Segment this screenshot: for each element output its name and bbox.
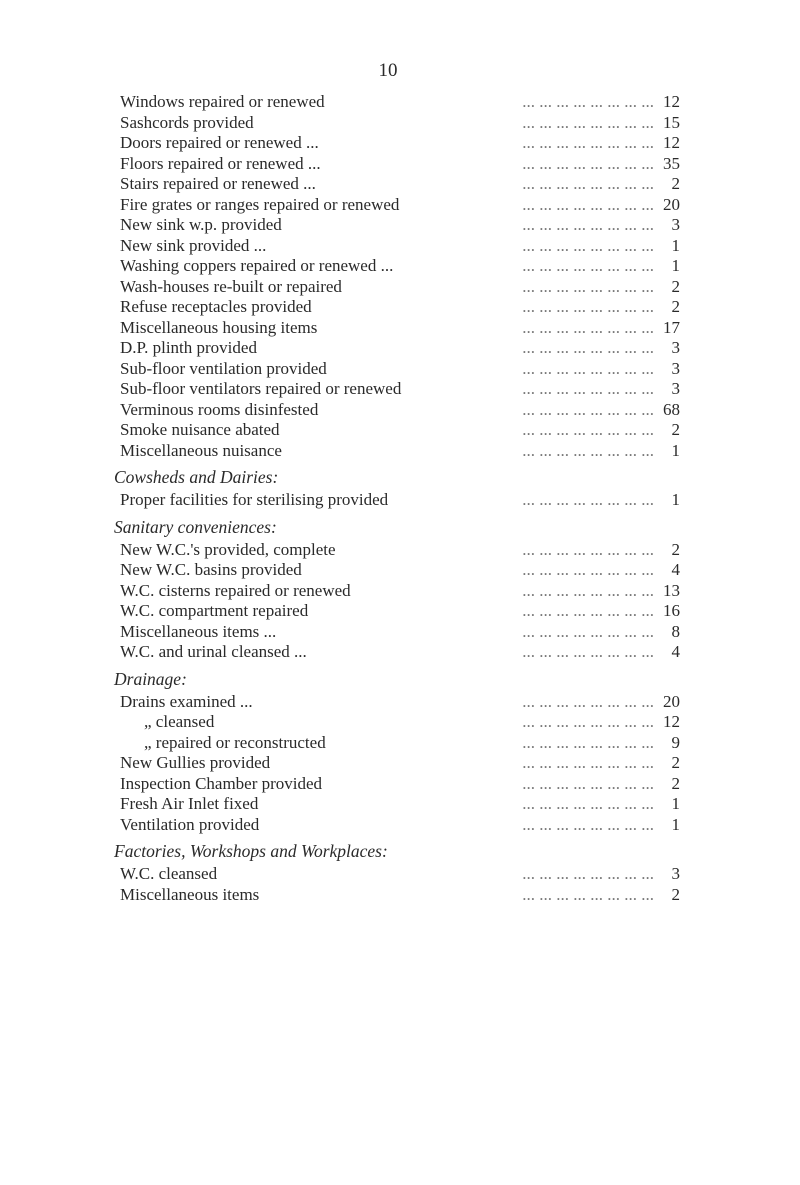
item-label: Doors repaired or renewed ...	[120, 133, 323, 154]
dot-leaders: ... ... ... ... ... ... ... ...	[522, 276, 654, 296]
list-item	[120, 885, 680, 906]
item-count: 1	[671, 794, 680, 813]
list-item	[120, 774, 680, 795]
list-item	[120, 215, 680, 236]
dot-leaders: ... ... ... ... ... ... ... ...	[522, 194, 654, 214]
item-label: New Gullies provided	[120, 753, 274, 774]
item-count: 2	[671, 753, 680, 772]
list-item	[120, 277, 680, 298]
item-count: 1	[671, 235, 680, 255]
dot-leaders: ... ... ... ... ... ... ... ...	[522, 133, 654, 152]
list-item	[120, 113, 680, 134]
item-count: 2	[671, 420, 680, 439]
list-item	[120, 601, 680, 622]
item-label: New W.C.'s provided, complete	[120, 540, 340, 561]
item-count: 3	[671, 338, 680, 357]
list-item	[120, 622, 680, 643]
item-label: Refuse receptacles provided	[120, 297, 316, 318]
dot-leaders: ... ... ... ... ... ... ... ...	[522, 358, 654, 378]
dot-leaders: ... ... ... ... ... ... ... ...	[522, 712, 654, 731]
item-label: Fresh Air Inlet fixed	[120, 794, 262, 815]
list-item	[120, 297, 680, 318]
list-item	[120, 753, 680, 774]
item-label: New sink provided ...	[120, 236, 270, 257]
list-item	[120, 154, 680, 175]
item-count: 3	[671, 215, 680, 234]
list-item	[120, 379, 680, 400]
item-label: New W.C. basins provided	[120, 560, 306, 581]
item-label: Stairs repaired or renewed ...	[120, 174, 320, 195]
list-item	[120, 441, 680, 462]
item-count: 20	[663, 194, 680, 214]
item-label: Wash-houses re-built or repaired	[120, 277, 346, 298]
item-count: 2	[671, 276, 680, 296]
dot-leaders: ... ... ... ... ... ... ... ...	[522, 539, 654, 559]
section-heading: Factories, Workshops and Workplaces:	[114, 841, 388, 861]
item-count: 1	[671, 256, 680, 275]
item-count: 12	[663, 712, 680, 731]
item-label: Fire grates or ranges repaired or renewed	[120, 195, 403, 216]
item-count: 16	[663, 601, 680, 620]
dot-leaders: ... ... ... ... ... ... ... ...	[522, 317, 654, 337]
item-count: 8	[671, 621, 680, 641]
item-count: 1	[671, 490, 680, 509]
dot-leaders: ... ... ... ... ... ... ... ...	[522, 691, 654, 711]
list-item	[120, 133, 680, 154]
item-count: 13	[663, 580, 680, 600]
item-label: Drains examined ...	[120, 692, 257, 713]
list-item	[120, 560, 680, 581]
item-count: 2	[671, 174, 680, 193]
item-label: Verminous rooms disinfested	[120, 400, 322, 421]
item-label: Proper facilities for sterilising provided	[120, 490, 392, 511]
item-label: Miscellaneous items ...	[120, 622, 280, 643]
section	[114, 667, 680, 836]
dot-leaders: ... ... ... ... ... ... ... ...	[522, 399, 654, 419]
item-count: 15	[663, 112, 680, 132]
list-item	[120, 581, 680, 602]
item-count: 1	[671, 440, 680, 460]
item-count: 12	[663, 133, 680, 152]
item-count: 2	[671, 539, 680, 559]
dot-leaders: ... ... ... ... ... ... ... ...	[522, 92, 654, 111]
item-count: 2	[671, 773, 680, 793]
item-count: 20	[663, 691, 680, 711]
item-label: W.C. cisterns repaired or renewed	[120, 581, 355, 602]
item-count: 4	[671, 560, 680, 579]
item-count: 3	[671, 358, 680, 378]
list-item	[120, 318, 680, 339]
item-label: W.C. compartment repaired	[120, 601, 312, 622]
section-heading: Cowsheds and Dairies:	[114, 467, 279, 487]
dot-leaders: ... ... ... ... ... ... ... ...	[522, 112, 654, 132]
item-label: Ventilation provided	[120, 815, 263, 836]
dot-leaders: ... ... ... ... ... ... ... ...	[522, 297, 654, 316]
list-item	[120, 174, 680, 195]
list-item	[120, 642, 680, 663]
list-item	[120, 490, 680, 511]
dot-leaders: ... ... ... ... ... ... ... ...	[522, 379, 654, 398]
dot-leaders: ... ... ... ... ... ... ... ...	[522, 440, 654, 460]
item-count: 2	[671, 884, 680, 904]
report-table	[114, 92, 680, 905]
item-label: Sashcords provided	[120, 113, 258, 134]
item-label: Miscellaneous items	[120, 885, 263, 906]
dot-leaders: ... ... ... ... ... ... ... ...	[522, 753, 654, 772]
section	[114, 515, 680, 663]
dot-leaders: ... ... ... ... ... ... ... ...	[522, 256, 654, 275]
item-count: 2	[671, 297, 680, 316]
section-heading: Sanitary conveniences:	[114, 516, 277, 537]
section-heading: Drainage:	[114, 668, 187, 689]
item-count: 17	[663, 317, 680, 337]
section	[114, 839, 680, 905]
dot-leaders: ... ... ... ... ... ... ... ...	[522, 235, 654, 255]
list-item	[120, 92, 680, 113]
item-label: Miscellaneous nuisance	[120, 441, 286, 462]
item-count: 4	[671, 642, 680, 661]
item-label: Miscellaneous housing items	[120, 318, 321, 339]
list-item	[120, 692, 680, 713]
item-label: D.P. plinth provided	[120, 338, 261, 359]
dot-leaders: ... ... ... ... ... ... ... ...	[522, 174, 654, 193]
list-item	[120, 540, 680, 561]
dot-leaders: ... ... ... ... ... ... ... ...	[522, 794, 654, 813]
list-item	[120, 195, 680, 216]
item-label: Windows repaired or renewed	[120, 92, 329, 113]
dot-leaders: ... ... ... ... ... ... ... ...	[522, 864, 654, 883]
item-count: 1	[671, 814, 680, 834]
dot-leaders: ... ... ... ... ... ... ... ...	[522, 884, 654, 904]
list-item	[120, 864, 680, 885]
dot-leaders: ... ... ... ... ... ... ... ...	[522, 338, 654, 357]
list-item	[120, 236, 680, 257]
dot-leaders: ... ... ... ... ... ... ... ...	[522, 153, 654, 173]
list-item	[120, 338, 680, 359]
dot-leaders: ... ... ... ... ... ... ... ...	[522, 814, 654, 834]
item-label: W.C. cleansed	[120, 864, 221, 885]
section	[114, 465, 680, 511]
list-item	[120, 815, 680, 836]
dot-leaders: ... ... ... ... ... ... ... ...	[522, 490, 654, 509]
item-count: 3	[671, 379, 680, 398]
dot-leaders: ... ... ... ... ... ... ... ...	[522, 601, 654, 620]
item-count: 35	[663, 153, 680, 173]
item-label: Washing coppers repaired or renewed ...	[120, 256, 397, 277]
dot-leaders: ... ... ... ... ... ... ... ...	[522, 215, 654, 234]
item-count: 12	[663, 92, 680, 111]
item-label: Inspection Chamber provided	[120, 774, 326, 795]
page-number: 10	[378, 60, 398, 81]
item-label: Floors repaired or renewed ...	[120, 154, 325, 175]
list-item	[120, 359, 680, 380]
item-label: „ cleansed	[144, 712, 218, 733]
item-label: „ repaired or reconstructed	[144, 733, 330, 754]
dot-leaders: ... ... ... ... ... ... ... ...	[522, 580, 654, 600]
dot-leaders: ... ... ... ... ... ... ... ...	[522, 773, 654, 793]
dot-leaders: ... ... ... ... ... ... ... ...	[522, 732, 654, 752]
item-count: 68	[663, 399, 680, 419]
item-count: 9	[671, 732, 680, 752]
list-item	[120, 794, 680, 815]
dot-leaders: ... ... ... ... ... ... ... ...	[522, 420, 654, 439]
list-item	[120, 400, 680, 421]
list-item	[120, 712, 680, 733]
list-item	[120, 420, 680, 441]
item-count: 3	[671, 864, 680, 883]
dot-leaders: ... ... ... ... ... ... ... ...	[522, 642, 654, 661]
dot-leaders: ... ... ... ... ... ... ... ...	[522, 560, 654, 579]
item-label: Sub-floor ventilators repaired or renewed	[120, 379, 405, 400]
list-item	[120, 256, 680, 277]
item-label: Smoke nuisance abated	[120, 420, 284, 441]
item-label: W.C. and urinal cleansed ...	[120, 642, 311, 663]
dot-leaders: ... ... ... ... ... ... ... ...	[522, 621, 654, 641]
item-label: New sink w.p. provided	[120, 215, 286, 236]
list-item	[120, 733, 680, 754]
item-label: Sub-floor ventilation provided	[120, 359, 331, 380]
section	[120, 92, 680, 461]
